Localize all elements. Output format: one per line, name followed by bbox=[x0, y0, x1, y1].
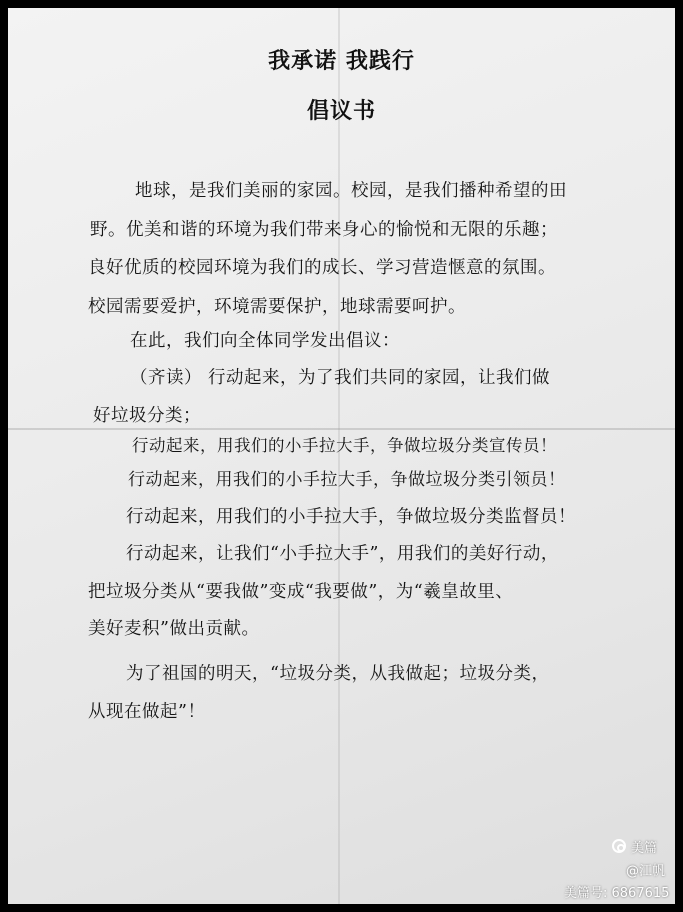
watermark-article-id: 美篇号: 6867615 bbox=[564, 886, 670, 901]
body-line: 野。优美和谐的环境为我们带来身心的愉悦和无限的乐趣； bbox=[90, 220, 558, 240]
body-line: 从现在做起”！ bbox=[88, 702, 206, 722]
paper-sheet bbox=[8, 8, 675, 904]
body-line: 好垃圾分类； bbox=[93, 406, 201, 426]
body-line: 行动起来，让我们“小手拉大手”，用我们的美好行动， bbox=[126, 544, 559, 564]
body-line: 为了祖国的明天，“垃圾分类，从我做起；垃圾分类， bbox=[126, 664, 550, 684]
meipian-logo-icon bbox=[612, 839, 626, 853]
body-line: 校园需要爱护，环境需要保护，地球需要呵护。 bbox=[88, 297, 466, 317]
paper-fold bbox=[8, 428, 675, 430]
document-title: 我承诺 我践行 bbox=[268, 49, 415, 74]
body-line: 行动起来，用我们的小手拉大手，争做垃圾分类宣传员！ bbox=[132, 436, 557, 455]
body-line: 行动起来，用我们的小手拉大手，争做垃圾分类引领员！ bbox=[128, 470, 566, 490]
body-line: 良好优质的校园环境为我们的成长、学习营造惬意的氛围。 bbox=[88, 258, 556, 278]
paper-fold-vertical bbox=[338, 8, 340, 904]
watermark-author: @江帆 bbox=[626, 864, 666, 879]
watermark-brand: 美篇 bbox=[631, 841, 658, 856]
document-subtitle: 倡议书 bbox=[306, 99, 376, 124]
body-line: 地球，是我们美丽的家园。校园，是我们播种希望的田 bbox=[135, 181, 567, 201]
body-line: 美好麦积”做出贡献。 bbox=[88, 619, 260, 639]
body-line: （齐读） 行动起来，为了我们共同的家园，让我们做 bbox=[130, 368, 551, 388]
body-line: 把垃圾分类从“要我做”变成“我要做”，为“羲皇故里、 bbox=[88, 582, 514, 602]
body-line: 在此，我们向全体同学发出倡议： bbox=[130, 331, 400, 351]
body-line: 行动起来，用我们的小手拉大手，争做垃圾分类监督员！ bbox=[126, 507, 576, 527]
